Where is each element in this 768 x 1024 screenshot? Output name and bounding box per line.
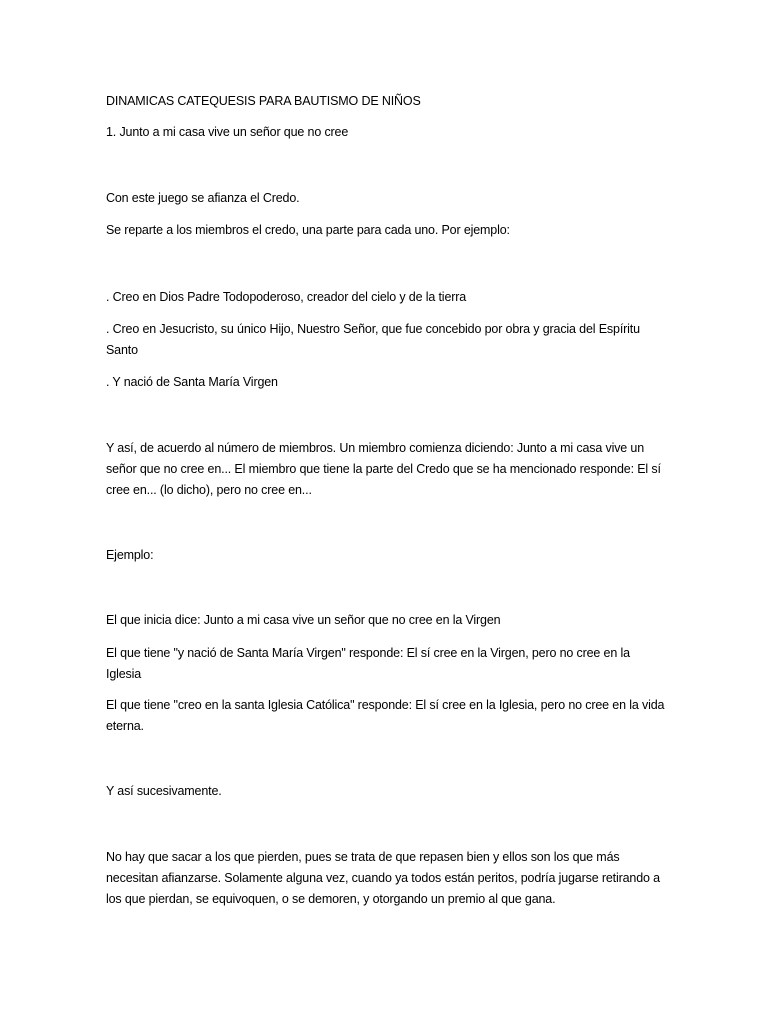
section-heading: 1. Junto a mi casa vive un señor que no cree (106, 125, 349, 139)
paragraph: Ejemplo: (106, 548, 154, 562)
credo-item: . Y nació de Santa María Virgen (106, 375, 278, 389)
paragraph: Y así sucesivamente. (106, 784, 222, 798)
paragraph: Con este juego se afianza el Credo. (106, 191, 300, 205)
example-line: El que tiene "creo en la santa Iglesia Católica" responde: El sí cree en la Iglesia, pero no cree en la vida eterna. (106, 698, 665, 733)
example-line: El que inicia dice: Junto a mi casa vive un señor que no cree en la Virgen (106, 613, 501, 627)
credo-item: . Creo en Jesucristo, su único Hijo, Nuestro Señor, que fue concebido por obra y gracia del Espíritu Santo (106, 322, 640, 357)
paragraph: Y así, de acuerdo al número de miembros. Un miembro comienza diciendo: Junto a mi casa vive un señor que no cree en... El miembro que tiene la parte del Credo que se ha mencionado responde: El sí cree en... (lo dicho), pero no cree en... (106, 441, 661, 497)
paragraph: Se reparte a los miembros el credo, una parte para cada uno. Por ejemplo: (106, 223, 510, 237)
document-title: DINAMICAS CATEQUESIS PARA BAUTISMO DE NIÑOS (106, 94, 421, 108)
example-line: El que tiene "y nació de Santa María Virgen" responde: El sí cree en la Virgen, pero no cree en la Iglesia (106, 646, 630, 681)
credo-item: . Creo en Dios Padre Todopoderoso, creador del cielo y de la tierra (106, 290, 467, 304)
paragraph: No hay que sacar a los que pierden, pues se trata de que repasen bien y ellos son los que más necesitan afianzarse. Solamente alguna vez, cuando ya todos están peritos, podría jugarse retirando a los que pierdan, se equivoquen, o se demoren, y otorgando un premio al que gana. (106, 850, 660, 906)
